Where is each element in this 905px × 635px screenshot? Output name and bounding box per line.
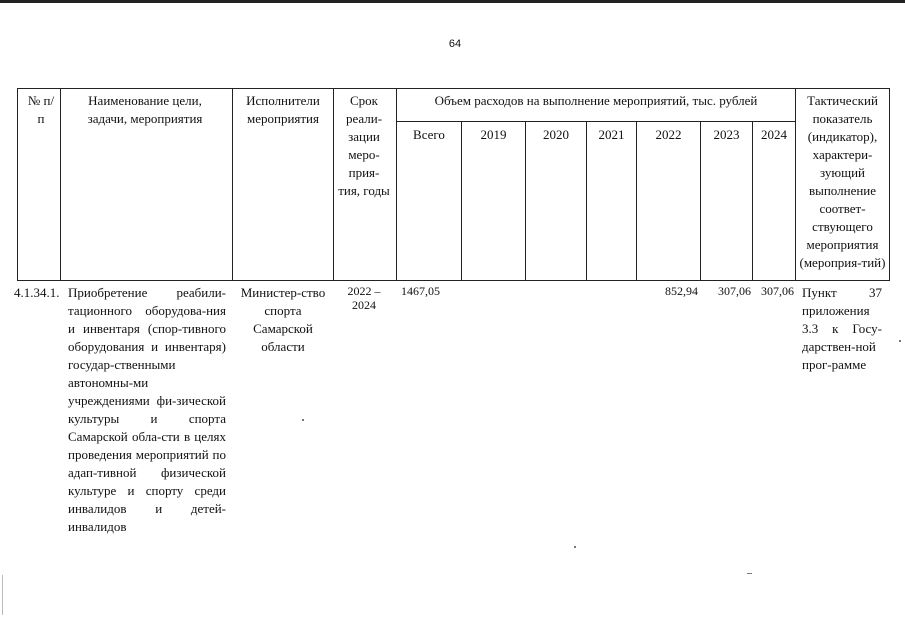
row-year-value: 307,06 [761, 284, 794, 298]
col-border [525, 121, 526, 281]
row-indicator: Пункт 37 приложения 3.3 к Госу-дарствен-ной прог-рамме [802, 285, 882, 372]
header-total: Всего [413, 127, 445, 142]
header-bottom-border [17, 280, 890, 281]
col-border [636, 121, 637, 281]
header-year: 2022 [655, 127, 682, 142]
header-year: 2023 [713, 127, 740, 142]
col-border [752, 121, 753, 281]
row-name: Приобретение реабили-тационного оборудова-ния и инвентаря (спор-тивного оборудования и инвентаря) государ-ственными автономны-ми учреждениями фи-зической культуры и спорта Самарской обла-сти в целях проведения мероприятий по адап-тивной физической культуре и спорту среди инвалидов и детей-инвалидов [68, 285, 226, 534]
scan-speck [302, 419, 304, 421]
header-year: 2019 [480, 127, 507, 142]
row-term: 2022 – 2024 [347, 284, 381, 312]
col-border [461, 121, 462, 281]
row-no: 4.1.34.1. [14, 285, 60, 300]
col-border [396, 88, 397, 281]
col-border [17, 88, 18, 281]
table-top-border [17, 88, 890, 89]
header-volume: Объем расходов на выполнение мероприятий, тыс. рублей [434, 93, 758, 108]
row-total: 1467,05 [401, 284, 440, 298]
volume-subheader-border [396, 121, 795, 122]
scan-edge-mark [2, 575, 3, 615]
col-border [60, 88, 61, 281]
col-border [795, 88, 796, 281]
header-year: 2021 [598, 127, 625, 142]
header-year: 2024 [761, 127, 787, 142]
row-executor: Министер-ство спорта Самарской области [240, 285, 326, 354]
col-border [700, 121, 701, 281]
row-year-value: 307,06 [718, 284, 751, 298]
col-border [586, 121, 587, 281]
col-border [889, 88, 890, 281]
header-year: 2020 [543, 127, 569, 142]
header-executors: Исполнители мероприятия [246, 93, 320, 126]
header-name: Наименование цели, задачи, мероприятия [87, 93, 203, 126]
row-year-value: 852,94 [665, 284, 698, 298]
scan-speck [574, 546, 576, 548]
scan-speck [747, 573, 752, 574]
header-term: Срок реали-зации меро-прия-тия, годы [338, 93, 390, 198]
col-border [232, 88, 233, 281]
header-no: № п/п [27, 93, 55, 126]
scan-speck [899, 340, 901, 342]
page-top-edge [0, 0, 905, 3]
page-number: 64 [448, 38, 462, 50]
header-indicator: Тактический показатель (индикатор), характери-зующий выполнение соответ-ствующего мероприятия (мероприя-тий) [799, 93, 886, 270]
col-border [333, 88, 334, 281]
